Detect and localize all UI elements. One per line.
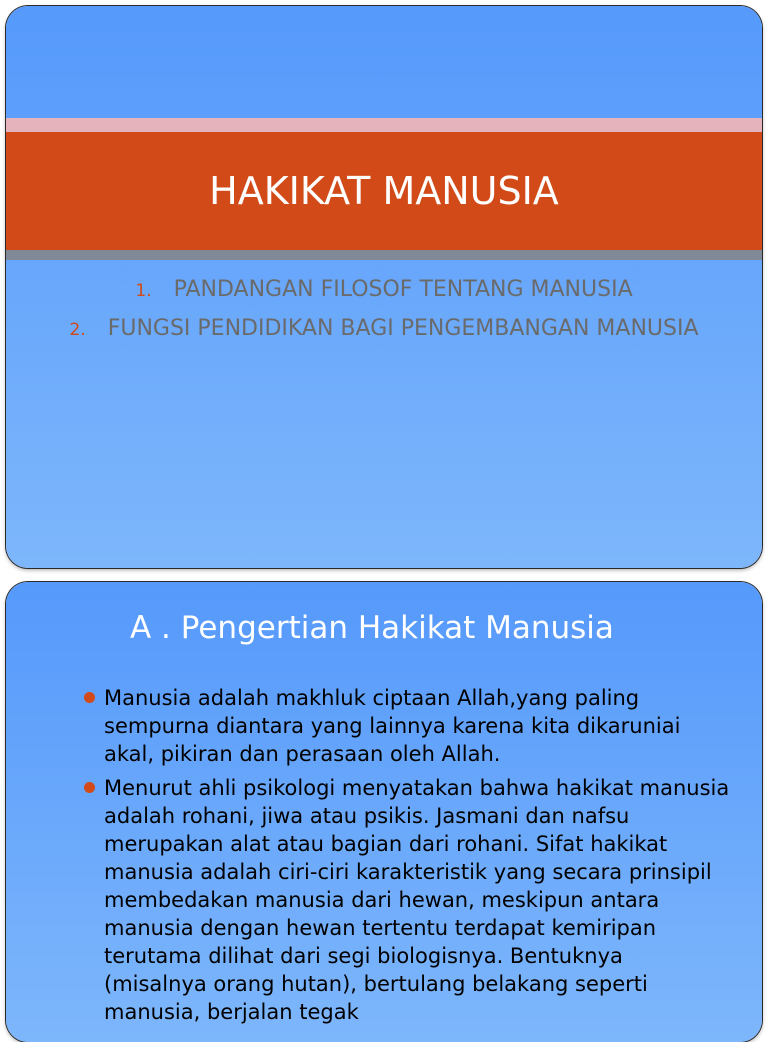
agenda-item-text: PANDANGAN FILOSOF TENTANG MANUSIA <box>173 277 633 302</box>
decorative-gray-band <box>6 250 762 260</box>
decorative-pink-band <box>6 118 762 132</box>
section-title: A . Pengertian Hakikat Manusia <box>130 610 614 646</box>
slide-title <box>6 6 762 568</box>
bullet-text: Manusia adalah makhluk ciptaan Allah,yang paling sempurna diantara yang lainnya karena kita dikaruniai akal, pikiran dan perasaan oleh Allah. <box>104 686 681 766</box>
agenda-list <box>6 274 762 352</box>
bullet-dot-icon <box>84 782 95 793</box>
agenda-item <box>6 274 762 307</box>
bullet-list <box>82 684 732 1032</box>
bullet-item <box>82 774 732 1026</box>
agenda-item-number: 1. <box>135 281 152 301</box>
bullet-item <box>82 684 732 768</box>
bullet-text: Menurut ahli psikologi menyatakan bahwa hakikat manusia adalah rohani, jiwa atau psikis. Jasmani dan nafsu merupakan alat atau bagian dari rohani. Sifat hakikat manusia adalah ciri-ciri karakteristik yang secara prinsipil membedakan manusia dari hewan, meskipun antara manusia dengan hewan tertentu terdapat kemiripan terutama dilihat dari segi biologisnya. Bentuknya (misalnya orang hutan), bertulang belakang seperti manusia, berjalan tegak <box>104 776 730 1024</box>
agenda-item <box>6 313 762 346</box>
slide-definition <box>6 582 762 1042</box>
bullet-dot-icon <box>84 692 95 703</box>
slide-main-title: HAKIKAT MANUSIA <box>209 169 559 213</box>
agenda-item-number: 2. <box>69 320 86 340</box>
agenda-item-text: FUNGSI PENDIDIKAN BAGI PENGEMBANGAN MANUSIA <box>107 316 699 341</box>
